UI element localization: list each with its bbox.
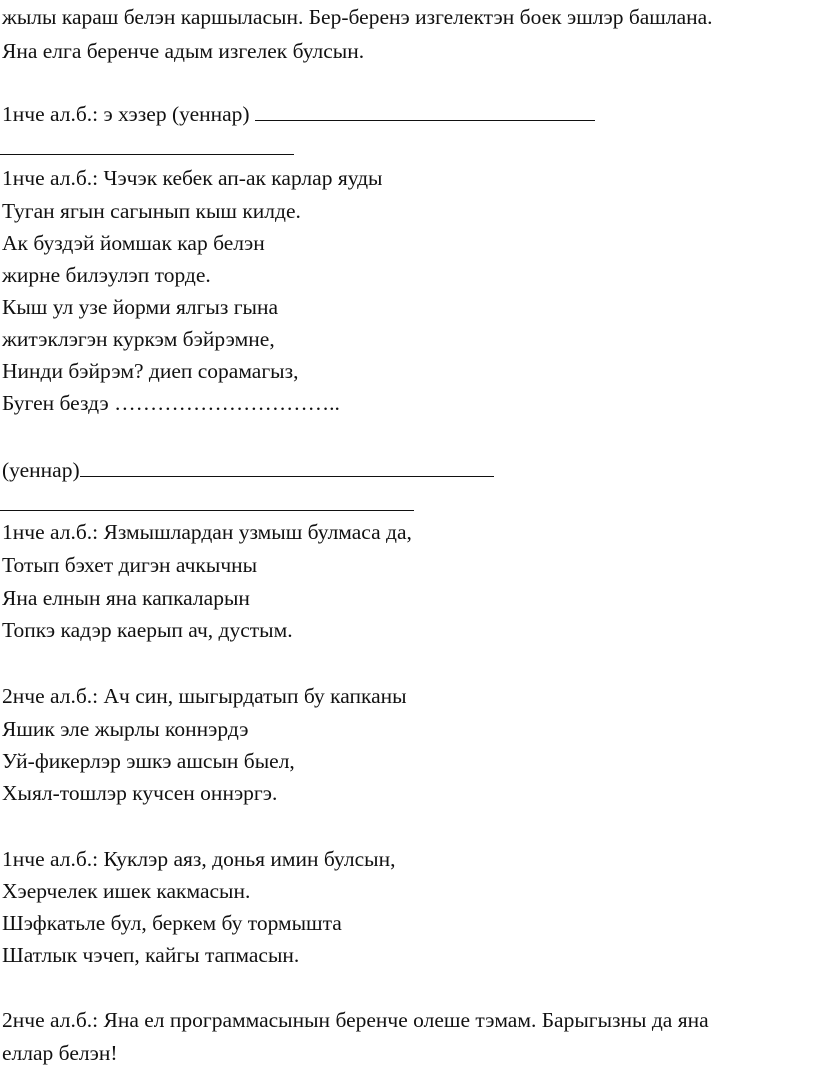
stanza2-line-3: Уй-фикерлэр эшкэ ашсын быел, [2, 749, 295, 773]
stanza1-line-3: Яна елнын яна капкаларын [2, 586, 250, 610]
block1-prompt-line [2, 100, 595, 126]
block1-answer-blank [255, 100, 595, 121]
stanza3-line-4: Шатлык чэчеп, кайгы тапмасын. [2, 943, 300, 967]
block2-answer-blank [80, 456, 494, 477]
block1-prompt: 1нче ал.б.: э хэзер (уеннар) [2, 102, 255, 126]
stanza2-line-2: Яшик эле жырлы коннэрдэ [2, 717, 249, 741]
block2-answer-blank-2 [0, 510, 414, 511]
poem1-line-4: жирне билэулэп торде. [2, 263, 211, 287]
closing-line-2: еллар белэн! [2, 1041, 118, 1065]
stanza1-line-2: Тотып бэхет дигэн ачкычны [2, 553, 258, 577]
closing-line-1: 2нче ал.б.: Яна ел программасынын беренче олеше тэмам. Барыгызны да яна [2, 1008, 709, 1032]
poem1-line-8: Буген бездэ ………………………….. [2, 391, 340, 415]
poem1-line-3: Ак буздэй йомшак кар белэн [2, 231, 265, 255]
poem1-line-7: Нинди бэйрэм? диеп сорамагыз, [2, 359, 299, 383]
poem1-line-2: Туган ягын сагынып кыш килде. [2, 199, 301, 223]
stanza3-line-2: Хэерчелек ишек какмасын. [2, 879, 251, 903]
stanza1-line-4: Топкэ кадэр каерып ач, дустым. [2, 618, 293, 642]
block2-prompt-line [2, 456, 494, 482]
intro-line-1: жылы караш белэн каршыласын. Бер-беренэ изгелектэн боек эшлэр башлана. [2, 5, 713, 29]
poem1-line-1: 1нче ал.б.: Чэчэк кебек ап-ак карлар яуды [2, 166, 383, 190]
block2-prompt: (уеннар) [2, 458, 80, 482]
poem1-line-5: Кыш ул узе йорми ялгыз гына [2, 295, 279, 319]
stanza2-line-1: 2нче ал.б.: Ач син, шыгырдатып бу капканы [2, 684, 407, 708]
stanza1-line-1: 1нче ал.б.: Язмышлардан узмыш булмаса да, [2, 520, 412, 544]
stanza2-line-4: Хыял-тошлэр кучсен оннэргэ. [2, 781, 278, 805]
poem1-line-6: житэклэгэн куркэм бэйрэмне, [2, 327, 275, 351]
stanza3-line-1: 1нче ал.б.: Куклэр аяз, донья имин булсын, [2, 847, 396, 871]
intro-line-2: Яна елга беренче адым изгелек булсын. [2, 39, 365, 63]
block1-answer-blank-2 [0, 154, 294, 155]
stanza3-line-3: Шэфкатьле бул, беркем бу тормышта [2, 911, 342, 935]
